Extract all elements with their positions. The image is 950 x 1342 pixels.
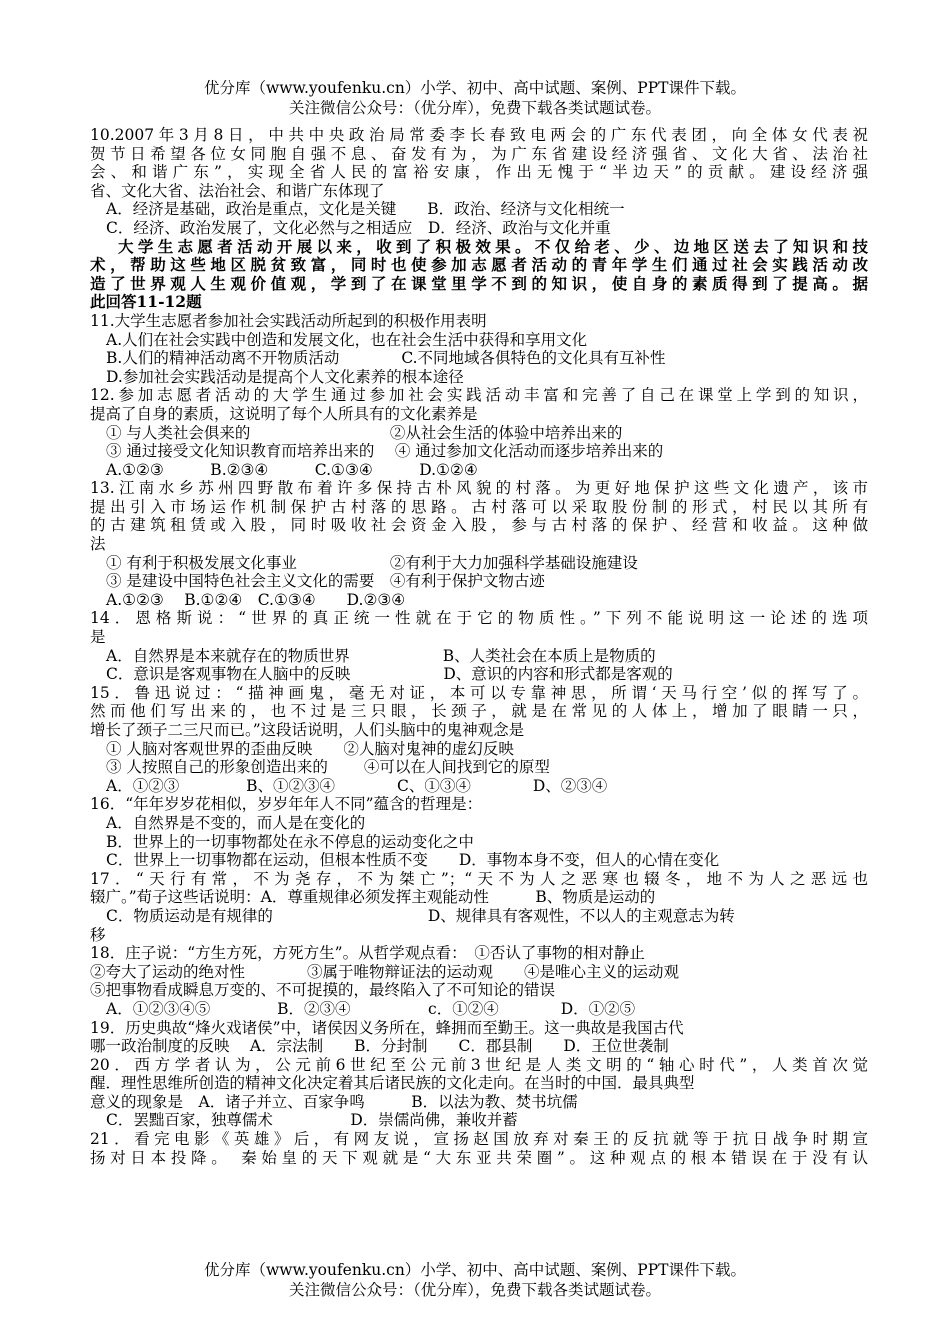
footer-line-1: 优分库（www.youfenku.cn）小学、初中、高中试题、案例、PPT课件下载。: [203, 1261, 747, 1279]
text-line: 术，帮助这些地区脱贫致富，同时也使参加志愿者活动的青年学生们通过社会实践活动改: [90, 256, 868, 275]
text-line: A．自然界是本来就存在的物质世界 B、人类社会在本质上是物质的: [106, 646, 656, 665]
text-line: 哪一政治制度的反映 A．宗法制 B．分封制 C．郡县制 D．王位世袭制: [90, 1037, 669, 1056]
text-line: 造了世界观人生观价值观，学到了在课堂里学不到的知识，使自身的素质得到了提高。据: [90, 274, 868, 293]
text-line: ① 人脑对客观世界的歪曲反映 ②人脑对鬼神的虚幻反映: [106, 739, 514, 758]
text-line: 意义的现象是 A．诸子并立、百家争鸣 B．以法为教、焚书坑儒: [90, 1092, 578, 1111]
text-line: 此回答11-12题: [90, 293, 202, 312]
text-line: 10.2007年3月8日，中共中央政治局常委李长春致电两会的广东代表团，向全体女代表祝: [90, 126, 868, 144]
text-line: A．自然界是不变的，而人是在变化的: [106, 813, 366, 832]
text-line: 提高了自身的素质，这说明了每个人所具有的文化素养是: [90, 404, 478, 423]
text-line: 增长了颈子二三尺而已。”这段话说明，人们头脑中的鬼神观念是: [90, 721, 525, 739]
header-line-2: 关注微信公众号：（优分库），免费下载各类试题试卷。: [288, 99, 661, 117]
page-header: [0, 78, 950, 118]
text-line: C．世界上一切事物都在运动，但根本性质不变 D．事物本身不变，但人的心情在变化: [106, 851, 720, 870]
text-line: 贺节日希望各位女同胞自强不息、奋发有为，为广东省建设经济强省、文化大省、法治社: [90, 144, 868, 163]
text-line: 辍广。”荀子这些话说明：A．尊重规律必须发挥主观能动性 B、物质是运动的: [90, 888, 656, 907]
text-line: A.①②③ B.②③④ C.①③④ D.①②④: [106, 460, 478, 479]
text-line: 18．庄子说：“方生方死，方死方生”。从哲学观点看： ①否认了事物的相对静止: [90, 944, 645, 963]
text-line: 20．西方学者认为，公元前6世纪至公元前3世纪是人类文明的“轴心时代”，人类首次觉: [90, 1055, 868, 1074]
text-line: ③ 是建设中国特色社会主义文化的需要 ④有利于保护文物古迹: [106, 572, 545, 591]
exam-body: [90, 126, 868, 1167]
text-line: 的古建筑租赁或入股，同时吸收社会资金入股，参与古村落的保护、经营和收益。这种做: [90, 516, 868, 535]
page-footer: [0, 1260, 950, 1300]
text-line: ① 有利于积极发展文化事业 ②有利于大力加强科学基础设施建设: [106, 553, 638, 572]
text-line: ③ 人按照自己的形象创造出来的 ④可以在人间找到它的原型: [106, 758, 550, 777]
footer-line-2: 关注微信公众号：（优分库），免费下载各类试题试卷。: [288, 1281, 661, 1299]
text-line: 是: [90, 628, 106, 647]
header-line-1: 优分库（www.youfenku.cn）小学、初中、高中试题、案例、PPT课件下载。: [203, 79, 747, 97]
text-line: A．①②③④⑤ B．②③④ c．①②④ D．①②⑤: [106, 999, 636, 1018]
text-line: ②夸大了运动的绝对性 ③属于唯物辩证法的运动观 ④是唯心主义的运动观: [90, 962, 680, 981]
text-line: D.参加社会实践活动是提高个人文化素养的根本途径: [106, 367, 464, 386]
text-line: 法: [90, 535, 106, 554]
text-line: C．罢黜百家，独尊儒术 D．崇儒尚佛，兼收并蓄: [106, 1111, 518, 1130]
text-line: 17．“天行有常，不为尧存，不为桀亡”；“天不为人之恶寒也辍冬，地不为人之恶远也: [90, 869, 868, 888]
text-line: 11.大学生志愿者参加社会实践活动所起到的积极作用表明: [90, 311, 487, 330]
text-line: 省、文化大省、法治社会、和谐广东体现了: [90, 181, 385, 200]
text-line: B．世界上的一切事物都处在永不停息的运动变化之中: [106, 832, 474, 851]
text-line: C．经济、政治发展了，文化必然与之相适应 D．经济、政治与文化并重: [106, 218, 611, 237]
text-line: 扬对日本投降。 秦始皇的天下观就是“大东亚共荣圈”。这种观点的根本错误在于没有认: [90, 1148, 868, 1167]
text-line: 大学生志愿者活动开展以来，收到了积极效果。不仅给老、少、边地区送去了知识和技: [118, 237, 868, 256]
text-line: 提出引入市场运作机制保护古村落的思路。古村落可以采取股份制的形式，村民以其所有: [90, 497, 868, 516]
text-line: 移: [90, 925, 106, 944]
text-line: C．物质运动是有规律的 D、规律具有客观性，不以人的主观意志为转: [106, 906, 735, 925]
text-line: 19．历史典故“烽火戏诸侯”中，诸侯因义务所在，蜂拥而至勤王。这一典故是我国古代: [90, 1018, 684, 1037]
text-line: 然而他们写出来的，也不过是三只眼，长颈子，就是在常见的人体上，增加了眼睛一只，: [90, 702, 868, 721]
text-line: A.人们在社会实践中创造和发展文化，也在社会生活中获得和享用文化: [106, 330, 588, 349]
text-line: A.①②③ B.①②④ C.①③④ D.②③④: [106, 590, 406, 609]
text-line: ③ 通过接受文化知识教育而培养出来的 ④ 通过参加文化活动而逐步培养出来的: [106, 442, 664, 461]
text-line: 12.参加志愿者活动的大学生通过参加社会实践活动丰富和完善了自己在课堂上学到的知识，: [90, 386, 868, 405]
text-line: 15．鲁迅说过：“描神画鬼，毫无对证，本可以专靠神思，所谓‘天马行空’似的挥写了。: [90, 683, 868, 702]
text-line: 14．恩格斯说：“世界的真正统一性就在于它的物质性。”下列不能说明这一论述的选项: [90, 609, 868, 628]
text-line: ① 与人类社会俱来的 ②从社会生活的体验中培养出来的: [106, 423, 623, 442]
text-line: 21．看完电影《英雄》后，有网友说，宣扬赵国放弃对秦王的反抗就等于抗日战争时期宣: [90, 1130, 868, 1149]
text-line: A．经济是基础，政治是重点，文化是关键 B．政治、经济与文化相统一: [106, 200, 625, 219]
text-line: 醒．理性思维所创造的精神文化决定着其后诸民族的文化走向。在当时的中国．最具典型: [90, 1074, 695, 1093]
text-line: ⑤把事物看成瞬息万变的、不可捉摸的，最终陷入了不可知论的错误: [90, 981, 556, 1000]
text-line: 会、和谐广东”，实现全省人民的富裕安康，作出无愧于“半边天”的贡献。建设经济强: [90, 163, 868, 182]
text-line: B.人们的精神活动离不开物质活动 C.不同地域各俱特色的文化具有互补性: [106, 349, 666, 368]
text-line: C．意识是客观事物在人脑中的反映 D、意识的内容和形式都是客观的: [106, 665, 673, 684]
text-line: A．①②③ B、①②③④ C、①③④ D、②③④: [106, 776, 608, 795]
text-line: 13.江南水乡苏州四野散布着许多保持古朴风貌的村落。为更好地保护这些文化遗产，该市: [90, 479, 868, 498]
text-line: 16．“年年岁岁花相似，岁岁年年人不同”蕴含的哲理是：: [90, 795, 483, 814]
